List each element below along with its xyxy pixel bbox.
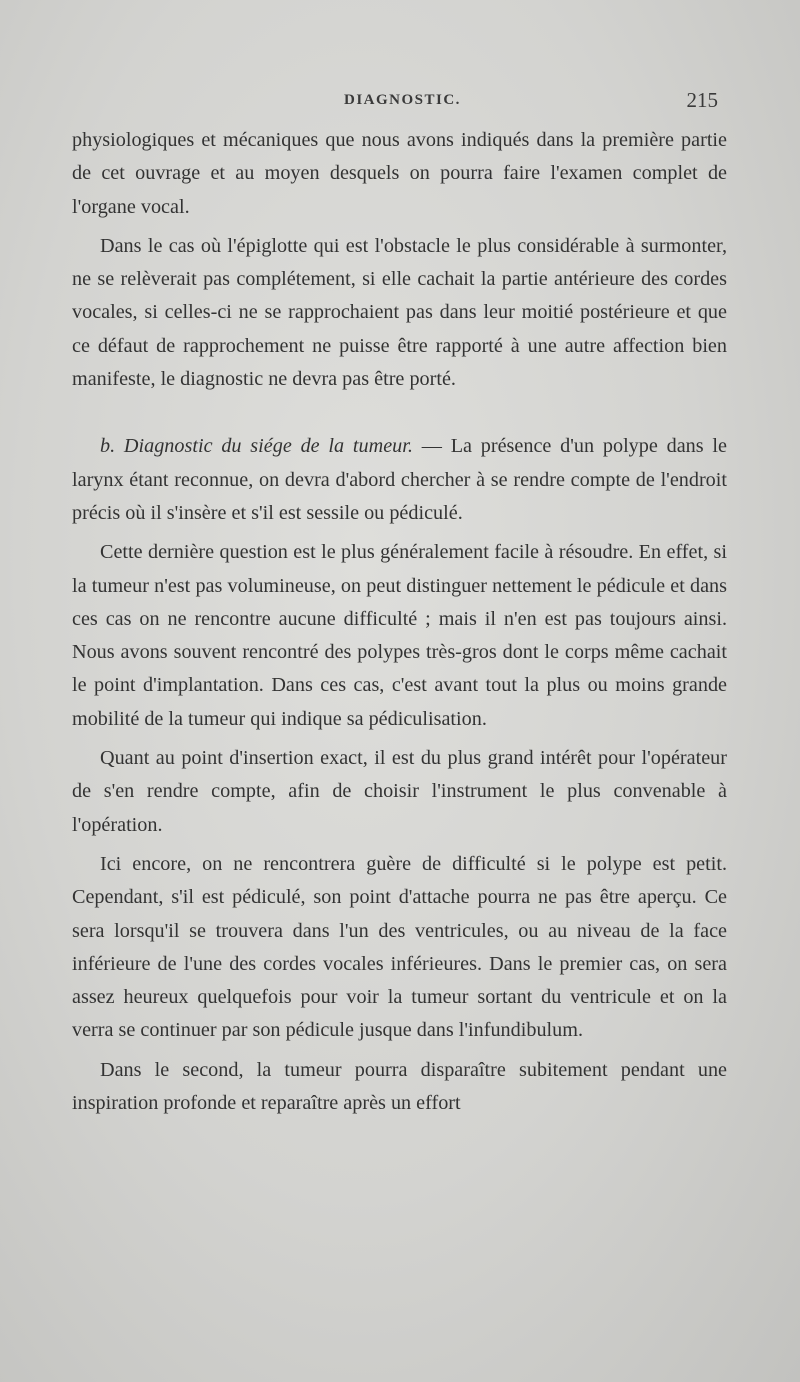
paragraph-insertion: Quant au point d'insertion exact, il est du plus grand intérêt pour l'opérateur de s'en rendre compte, afin de choisir l'instrument le plus convenable à l'opération. — [72, 747, 727, 836]
paragraph-second-case: Dans le second, la tumeur pourra disparaître subitement pendant une inspiration profonde et reparaître après un effort — [72, 1058, 727, 1115]
section-heading-text: — La présence d'un polype dans le larynx étant reconnue, on devra d'abord chercher à se rendre compte de l'endroit précis où il s'insère et s'il est sessile ou pédiculé. — [72, 435, 727, 524]
paragraph-continuation: physiologiques et mécaniques que nous avons indiqués dans la première partie de cet ouvrage et au moyen desquels on pourra faire l'examen complet de l'organe vocal. — [72, 129, 727, 218]
paragraph-question: Cette dernière question est le plus généralement facile à résoudre. En effet, si la tumeur n'est pas volumineuse, on peut distinguer nettement le pédicule et dans ces cas on ne rencontre aucune difficulté ; mais il n'en est pas toujours ainsi. Nous avons souvent rencontré des polypes très-gros dont le corps même cachait le point d'implantation. Dans ces cas, c'est avant tout la plus ou moins grande mobilité de la tumeur qui indique sa pédiculisation. — [72, 541, 727, 730]
page-header — [72, 88, 722, 118]
paragraph-epiglottis: Dans le cas où l'épiglotte qui est l'obstacle le plus considérable à surmonter, ne se relèverait pas complétement, si elle cachait la partie antérieure des cordes vocales, si celles-ci ne se rapprochaient pas dans leur moitié postérieure et que ce défaut de rapprochement ne puisse être rapporté à une autre affection bien manifeste, le diagnostic ne devra pas être porté. — [72, 234, 727, 391]
body-text — [72, 124, 727, 1120]
section-heading: b. Diagnostic du siége de la tumeur. — [100, 435, 413, 458]
paragraph-small-polyp: Ici encore, on ne rencontrera guère de difficulté si le polype est petit. Cependant, s'il est pédiculé, son point d'attache pourra ne pas être aperçu. Ce sera lorsqu'il se trouvera dans l'un des ventricules, ou au niveau de la face inférieure de l'une des cordes vocales inférieures. Dans le premier cas, on sera assez heureux quelquefois pour voir la tumeur sortant du ventricule et on la verra se continuer par son pédicule jusque dans l'infundibulum. — [72, 852, 727, 1042]
paragraph-section-b — [72, 430, 727, 530]
page-number: 215 — [686, 88, 718, 112]
running-head: DIAGNOSTIC. — [344, 92, 461, 108]
